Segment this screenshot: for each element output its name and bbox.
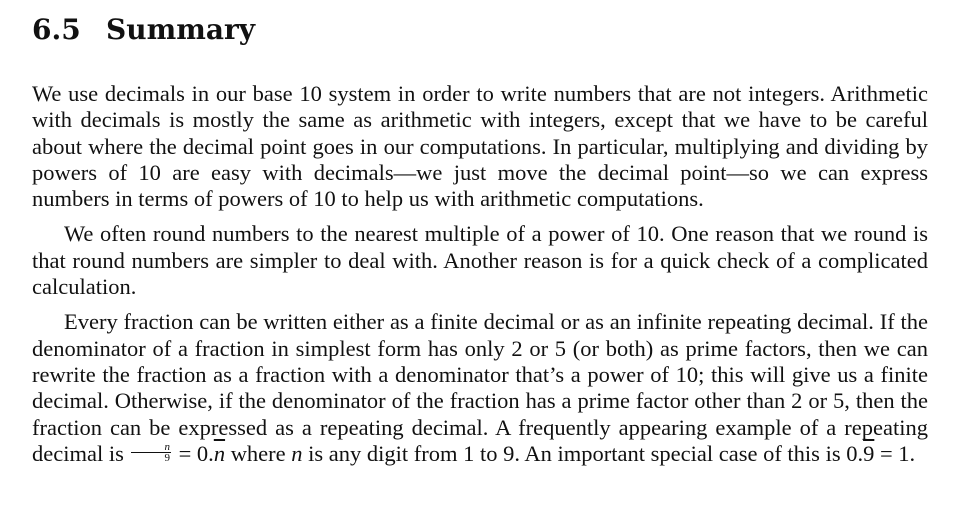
- section-title: Summary: [106, 13, 255, 46]
- repeating-digit-nine: 9: [863, 440, 875, 466]
- section-number: 6.5: [32, 13, 81, 46]
- repeating-digit-n: $\overline{n}$: [213, 440, 226, 466]
- fraction-numerator: n: [131, 442, 171, 453]
- document-page: [32, 0, 928, 476]
- equation-equals: = 0.: [172, 440, 214, 466]
- section-body: [32, 81, 928, 467]
- fraction-denominator: 9: [164, 452, 170, 465]
- paragraph-decimals: We use decimals in our base 10 system in order to write numbers that are not integers. Arithmetic with decimals is mostly the same as arithmetic with integers, except that we have to be careful about where the decimal point goes in our computations. In particular, multiplying and dividing by powers of 10 are easy with decimals—we just move the decimal point—so we can express numbers in terms of powers of 10 to help us with arithmetic computations.: [32, 81, 928, 212]
- fractions-text-c: is any digit from 1 to 9. An important special case of this is 0.: [302, 440, 864, 466]
- section-heading: [32, 10, 928, 58]
- fractions-text-b: where: [225, 440, 292, 466]
- variable-n: n: [291, 440, 303, 466]
- paragraph-rounding: We often round numbers to the nearest multiple of a power of 10. One reason that we round is that round numbers are simpler to deal with. Another reason is for a quick check of a complicated calculation.: [32, 221, 928, 300]
- fractions-text-a: Every fraction can be written either as a finite decimal or as an infinite repeating decimal. If the denominator of a fraction in simplest form has only 2 or 5 (or both) as prime factors, then we can rewrite the fraction as a fraction with a denominator that’s a power of 10; this will give us a finite decimal. Otherwise, if the denominator of the fraction has a prime factor other than 2 or 5, then the fraction can be expressed as a repeating decimal. A frequently appearing example of a repeating decimal is: [32, 309, 928, 466]
- fraction-n-over-9: [131, 442, 171, 463]
- paragraph-fractions: [32, 309, 928, 467]
- fractions-text-d: = 1.: [874, 440, 916, 466]
